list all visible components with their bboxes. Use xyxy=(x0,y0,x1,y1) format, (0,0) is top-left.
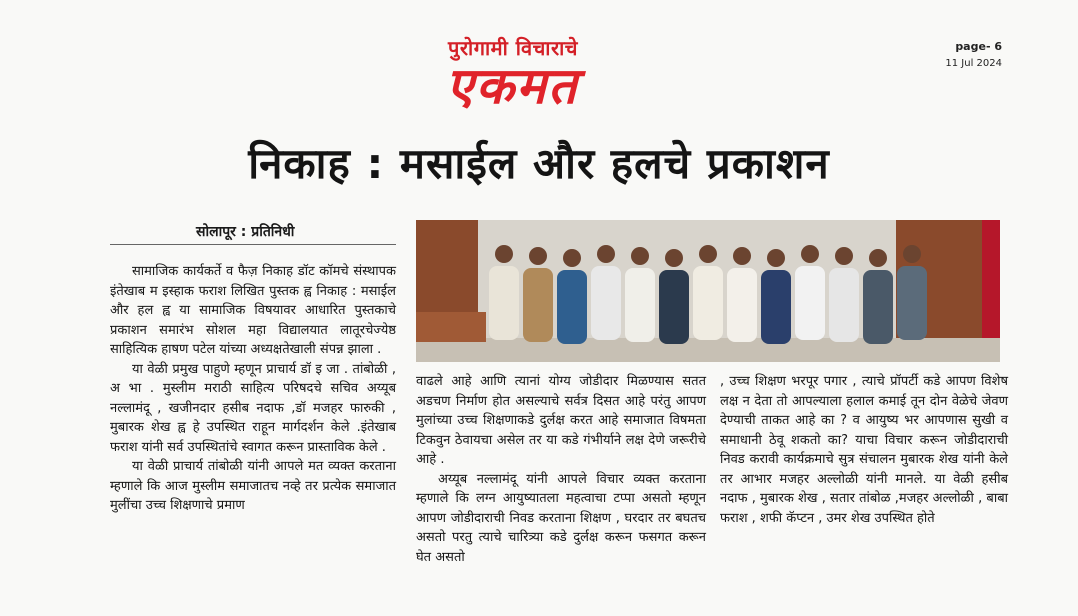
byline-divider xyxy=(110,244,396,245)
person-head xyxy=(597,245,615,263)
person-body xyxy=(727,268,757,342)
photo-stage xyxy=(416,338,1000,362)
person-head xyxy=(495,245,513,263)
person-body xyxy=(829,268,859,342)
person-head xyxy=(835,247,853,265)
person-body xyxy=(625,268,655,342)
person-body xyxy=(557,270,587,344)
person-body xyxy=(591,266,621,340)
masthead-tagline: पुरोगामी विचाराचे xyxy=(448,36,579,60)
paragraph: , उच्च शिक्षण भरपूर पगार , त्याचे प्रॉपर्टी कडे आपण विशेष लक्ष न देता तो आपल्याला हलाल कमाई तून दोन वेळेचे जेवण देण्याची ताकत आहे का ? व आयुष्य भर आपणास सुखी व समाधानी ठेवू शकतो का? याचा विचार करून जोडीदाराची निवड करावी कार्यक्रमाचे सुत्र संचालन मुबारक शेख यांनी केले तर आभार मजहर अल्लोळी यांनी मानले. या वेळी हसीब नदाफ , मुबारक शेख , सतार तांबोळ ,मजहर अल्लोळी , बाबा फराश , शफी कॅप्टन , उमर शेख उपस्थित होते xyxy=(720,374,1008,526)
person-head xyxy=(665,249,683,267)
person-head xyxy=(767,249,785,267)
person-body xyxy=(897,266,927,340)
masthead-logo: एकमत xyxy=(446,57,579,115)
paragraph: अय्यूब नल्लामंदू यांनी आपले विचार व्यक्त करताना म्हणाले कि लग्न आयुष्यातला महत्वाचा टप्पा असतो म्हणून आपण जोडीदाराची निवड करताना शिक्षण , घरदार तर बघतच असतो परतु त्याचे चारित्र्या कडे दुर्लक्ष करून फसगत करून घेत असतो xyxy=(416,471,706,565)
person-body xyxy=(863,270,893,344)
paragraph: या वेळी प्रमुख पाहुणे म्हणून प्राचार्य डॉ इ जा . तांबोळी , अ भा . मुस्लीम मराठी साहित्य परिषदचे सचिव अय्यूब नल्लामंदू , खजीनदार हसीब नदाफ ,डॉ मजहर फारुकी , मुबारक शेख ह्व हे उपस्थित राहून मार्गदर्शन केले .इंतेखाब फराश यांनी सर्व उपस्थितांचे स्वागत करून प्रास्ताविक केले . xyxy=(110,361,396,455)
person-head xyxy=(631,247,649,265)
person-head xyxy=(563,249,581,267)
article-column-3 xyxy=(720,372,1008,528)
paragraph: या वेळी प्राचार्य तांबोळी यांनी आपले मत व्यक्त करताना म्हणाले कि आज मुस्लीम समाजातच नव्हे तर प्रत्येक समाजात मुलींचा उच्च शिक्षणाचे प्रमाण xyxy=(110,459,396,513)
person-body xyxy=(523,268,553,342)
person-body xyxy=(489,266,519,340)
person-body xyxy=(795,266,825,340)
article-column-1 xyxy=(110,262,396,516)
person-body xyxy=(761,270,791,344)
paragraph: सामाजिक कार्यकर्ते व फैज़ निकाह डॉट कॉमचे संस्थापक इंतेखाब म इस्हाक फराश लिखित पुस्तक ह्व निकाह : मसाईल और हल ह्व या सामाजिक विषयावर आधारित पुस्तकाचे प्रकाशन समारंभ सोशल महा विद्यालयात लातूरचेज्येष्ठ साहित्यिक हाषण पटेल यांच्या अध्यक्षतेखाली संपन्न झाला . xyxy=(110,264,396,357)
event-photo xyxy=(416,220,1000,362)
person-head xyxy=(733,247,751,265)
person-body xyxy=(659,270,689,344)
article-headline: निकाह : मसाईल और हलचे प्रकाशन xyxy=(248,139,830,188)
person-head xyxy=(869,249,887,267)
person-head xyxy=(699,245,717,263)
event-photo-illustration xyxy=(416,220,1000,362)
paragraph: वाढले आहे आणि त्यानां योग्य जोडीदार मिळण्यास सतत अडचण निर्माण होत असल्याचे सर्वत्र दिसत आहे परंतु आपण मुलांच्या उच्च शिक्षणाकडे दुर्लक्ष करत आहे समाजात विषमता टिकवुन ठेवायचा असेल तर या कडे गंभीर्याने लक्ष देणे जरूरीचे आहे . xyxy=(416,374,706,467)
person-body xyxy=(693,266,723,340)
person-head xyxy=(529,247,547,265)
page-date: 11 Jul 2024 xyxy=(945,58,1002,69)
person-head xyxy=(801,245,819,263)
article-byline: सोलापूर : प्रतिनिधी xyxy=(196,224,295,240)
person-head xyxy=(903,245,921,263)
article-column-2 xyxy=(416,372,706,567)
photo-table xyxy=(416,312,486,342)
page-number: page- 6 xyxy=(955,40,1002,53)
